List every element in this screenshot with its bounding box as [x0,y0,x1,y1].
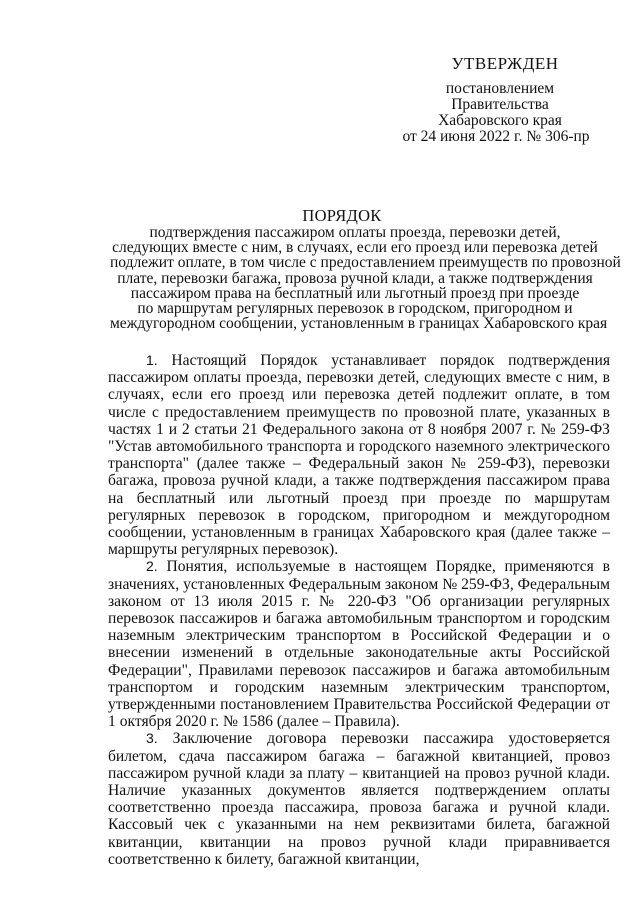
subtitle-line: по маршрутам регулярных перевозок в городском, пригородном и [137,300,573,318]
document-subtitle [110,224,621,333]
subtitle-line: пассажиром права на бесплатный или льготный проезд при проезде [130,284,580,302]
subtitle-line: междугородном сообщении, установленным в границах Хабаровского края [110,315,608,333]
paragraph-number: 3. [146,730,158,747]
document-title: ПОРЯДОК [302,206,382,225]
document-body [108,352,610,868]
paragraph-1 [108,352,610,558]
approval-stamp [395,56,605,145]
paragraph-3 [108,730,610,868]
paragraph-number: 2. [146,558,158,575]
paragraph-text: Понятия, используемые в настоящем Порядке, применяются в значениях, установленных Федеральным законом № 259-ФЗ, Федеральным законом от 13 июля 2015 г. № 220-ФЗ "Об организации регулярных перевозок пассажиров и багажа автомобильным транспортом и городским наземным электрическим транспортом в Российской Федерации и о внесении изменений в отдельные законодательные акты Российской Федерации", Правилами перевозок пассажиров и багажа автомобильным транспортом и городским наземным электрическим транспортом, утвержденными постановлением Правительства Российской Федерации от 1 октября 2020 г. № 1586 (далее – Правила). [108,558,611,731]
subtitle-line: подлежит оплате, в том числе с предоставлением преимуществ по провозной [110,254,621,272]
approval-line-1: постановлением [445,80,555,97]
paragraph-text: Настоящий Порядок устанавливает порядок подтверждения пассажиром оплаты проезда, перевозки детей, следующих вместе с ним, в случаях, если его проезд или перевозка детей подлежит оплате, в том числе с предоставлением преимуществ по провозной плате, указанных в частях 1 и 2 статьи 21 Федерального закона от 8 ноября 2007 г. № 259-ФЗ "Устав автомобильного транспорта и городского наземного электрического транспорта" (далее также – Федеральный закон № 259-ФЗ), перевозки багажа, провоза ручной клади, а также подтверждения пассажиром права на бесплатный или льготный проезд при проезде по маршрутам регулярных перевозок в городском, пригородном и междугородном сообщении, установленным в границах Хабаровского края (далее также – маршруты регулярных перевозок). [108,352,610,559]
paragraph-text: Заключение договора перевозки пассажира удостоверяется билетом, сдача пассажиром багажа – багажной квитанцией, провоз пассажиром ручной клади за плату – квитанцией на провоз ручной клади. Наличие указанных документов является подтверждением оплаты соответственно проезда пассажира, провоза багажа и ручной клади. Кассовый чек с указанными на нем реквизитами билета, багажной квитанции, квитанции на провоз ручной клади приравнивается соответственно к билету, багажной квитанции, [108,730,611,868]
approval-date-line: от 24 июня 2022 г. № 306-пр [402,128,590,145]
paragraph-2 [108,558,610,730]
subtitle-line: подтверждения пассажиром оплаты проезда, перевозки детей, [149,224,561,241]
subtitle-line: плате, перевозки багажа, провоза ручной клади, а также подтверждения [117,269,593,287]
paragraph-number: 1. [146,352,158,368]
approval-line-2: Правительства [451,96,549,113]
approval-heading: УТВЕРЖДЕН [451,54,559,73]
approval-line-3: Хабаровского края [438,112,562,129]
subtitle-line: следующих вместе с ним, в случаях, если его проезд или перевозка детей [112,239,598,257]
